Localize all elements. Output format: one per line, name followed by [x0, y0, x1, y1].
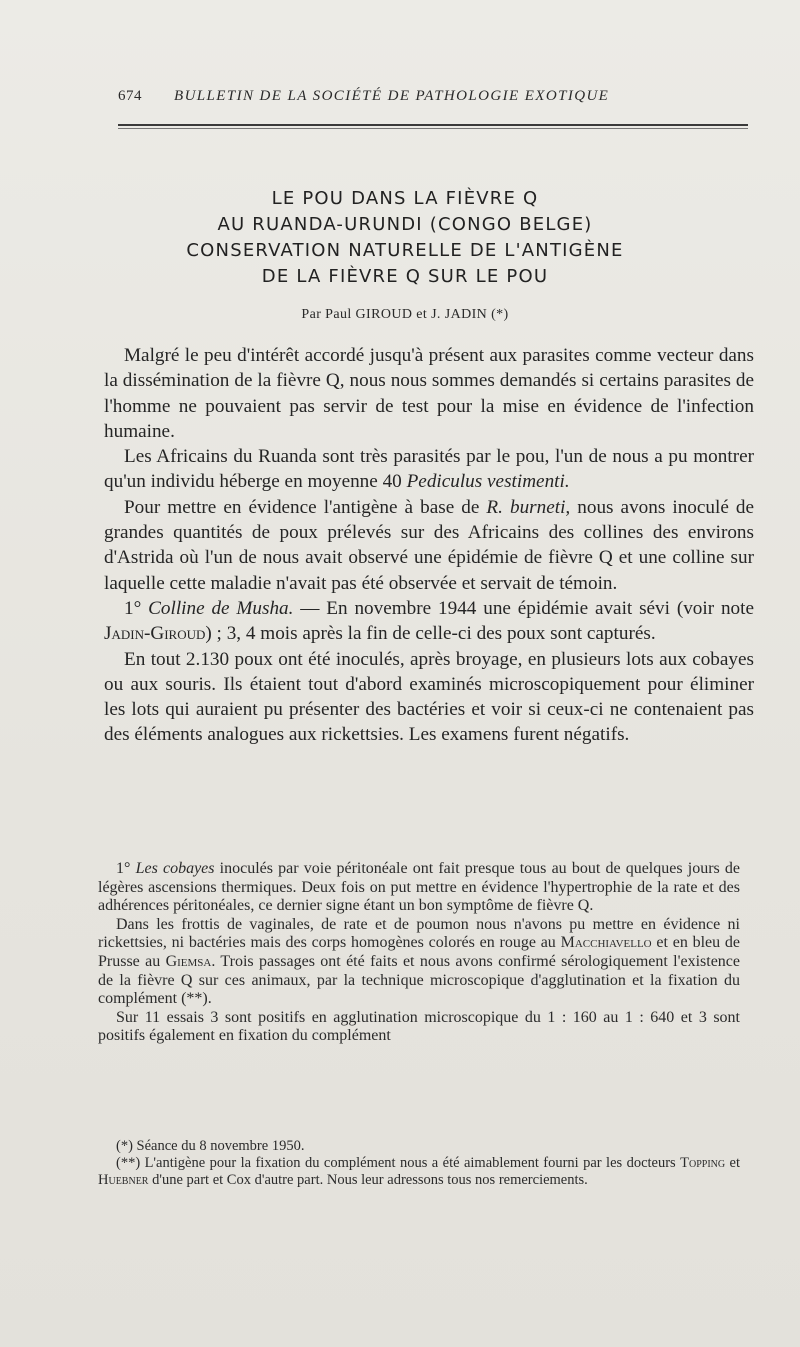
stain-name-giemsa: Giemsa — [165, 952, 212, 970]
paragraph-3-text-b: nous avons inoculé de grandes quantités de poux prélevés sur des Africains des collines des environs d'Astrida où l'un de nous avait observé une épidémie de fièvre Q et une colline sur laquelle cette maladie n'avait pas été observée et servait de témoin. — [104, 496, 755, 594]
small-paragraph-2-text-c: . Trois passages ont été faits et nous avons confirmé sérologiquement l'existence de la fièvre Q sur ces animaux, par la technique microscopique d'agglutination et la fixation du complément (**). — [98, 952, 741, 1008]
footnote-name-topping: Topping — [680, 1155, 726, 1171]
footnote-2-text-a: (**) L'antigène pour la fixation du complément nous a été aimablement fourni par les docteurs — [116, 1155, 681, 1171]
journal-title: BULLETIN DE LA SOCIÉTÉ DE PATHOLOGIE EXOTIQUE — [174, 88, 610, 104]
title-line-4: DE LA FIÈVRE Q SUR LE POU — [261, 266, 549, 287]
article-title — [110, 186, 700, 290]
article-body — [104, 343, 754, 748]
species-name: Pediculus vestimenti. — [406, 471, 570, 493]
header-rule — [118, 124, 748, 126]
small-paragraph-1 — [98, 860, 740, 916]
paragraph-3 — [104, 495, 754, 596]
title-line-3: CONSERVATION NATURELLE DE L'ANTIGÈNE — [186, 240, 624, 261]
reference-authors: Jadin-Giroud — [104, 623, 206, 645]
footnote-1: (*) Séance du 8 novembre 1950. — [116, 1138, 305, 1154]
footnote-2-text-b: et — [725, 1155, 740, 1171]
header-rule-thin — [118, 128, 748, 129]
paragraph-2-text: Les Africains du Ruanda sont très parasités par le pou, l'un de nous a pu montrer qu'un individu héberge en moyenne 40 — [104, 446, 754, 493]
paragraph-2 — [104, 444, 754, 495]
small-print-section — [98, 860, 740, 1046]
paragraph-5: En tout 2.130 poux ont été inoculés, après broyage, en plusieurs lots aux cobayes ou aux souris. Ils étaient tout d'abord examinés microscopiquement pour éliminer les lots qui auraient pu présenter des bactéries et voir si ceux-ci ne contenaient pas des éléments analogues aux rickettsies. Les examens furent négatifs. — [104, 648, 754, 746]
pathogen-name: R. burneti, — [486, 496, 571, 518]
paragraph-4-text-a: — En novembre 1944 une épidémie avait sévi (voir note — [293, 597, 754, 619]
stain-name-macchiavello: Macchiavello — [560, 934, 652, 952]
page-number: 674 — [118, 88, 142, 104]
section-heading-musha: Colline de Musha. — [148, 597, 294, 619]
small-paragraph-1-number: 1° — [116, 860, 136, 877]
paragraph-1: Malgré le peu d'intérêt accordé jusqu'à présent aux parasites comme vecteur dans la dissémination de la fièvre Q, nous nous sommes demandés si certains parasites de l'homme ne pouvaient pas servir de test pour la mise en évidence de l'infection humaine. — [104, 345, 754, 442]
subsection-heading-cobayes: Les cobayes — [135, 860, 215, 877]
paragraph-4-text-b: ) ; 3, 4 mois après la fin de celle-ci des poux sont capturés. — [205, 623, 656, 645]
author-byline: Par Paul GIROUD et J. JADIN (*) — [301, 307, 509, 322]
small-paragraph-2 — [98, 916, 740, 1009]
title-line-1: LE POU DANS LA FIÈVRE Q — [271, 188, 539, 209]
small-paragraph-2-text-a: Dans les frottis de vaginales, de rate et de poumon nous n'avons pu mettre en évidence ni rickettsies, ni bactéries mais des corps homogènes colorés en rouge au — [98, 915, 740, 952]
small-paragraph-2-text-b: et en bleu de Prusse au — [98, 934, 741, 970]
small-paragraph-3: Sur 11 essais 3 sont positifs en agglutination microscopique du 1 : 160 au 1 : 640 et 3 sont positifs également en fixation du complément — [98, 1008, 740, 1045]
title-line-2: AU RUANDA-URUNDI (CONGO BELGE) — [217, 214, 593, 235]
paragraph-4 — [104, 596, 754, 647]
footnotes — [98, 1138, 740, 1189]
paragraph-4-number: 1° — [124, 597, 149, 619]
footnote-2-text-c: d'une part et Cox d'autre part. Nous leur adressons tous nos remerciements. — [148, 1172, 588, 1188]
footnote-2 — [98, 1155, 740, 1189]
paragraph-3-text-a: Pour mettre en évidence l'antigène à base de — [124, 496, 487, 518]
small-paragraph-1-text: inoculés par voie péritonéale ont fait presque tous au bout de quelques jours de légères ascensions thermiques. Deux fois on put mettre en évidence l'hypertrophie de la rate et des adhérences péritonéales, ce dernier signe étant un bon symptôme de fièvre Q. — [98, 860, 741, 915]
footnote-name-huebner: Huebner — [98, 1172, 149, 1188]
